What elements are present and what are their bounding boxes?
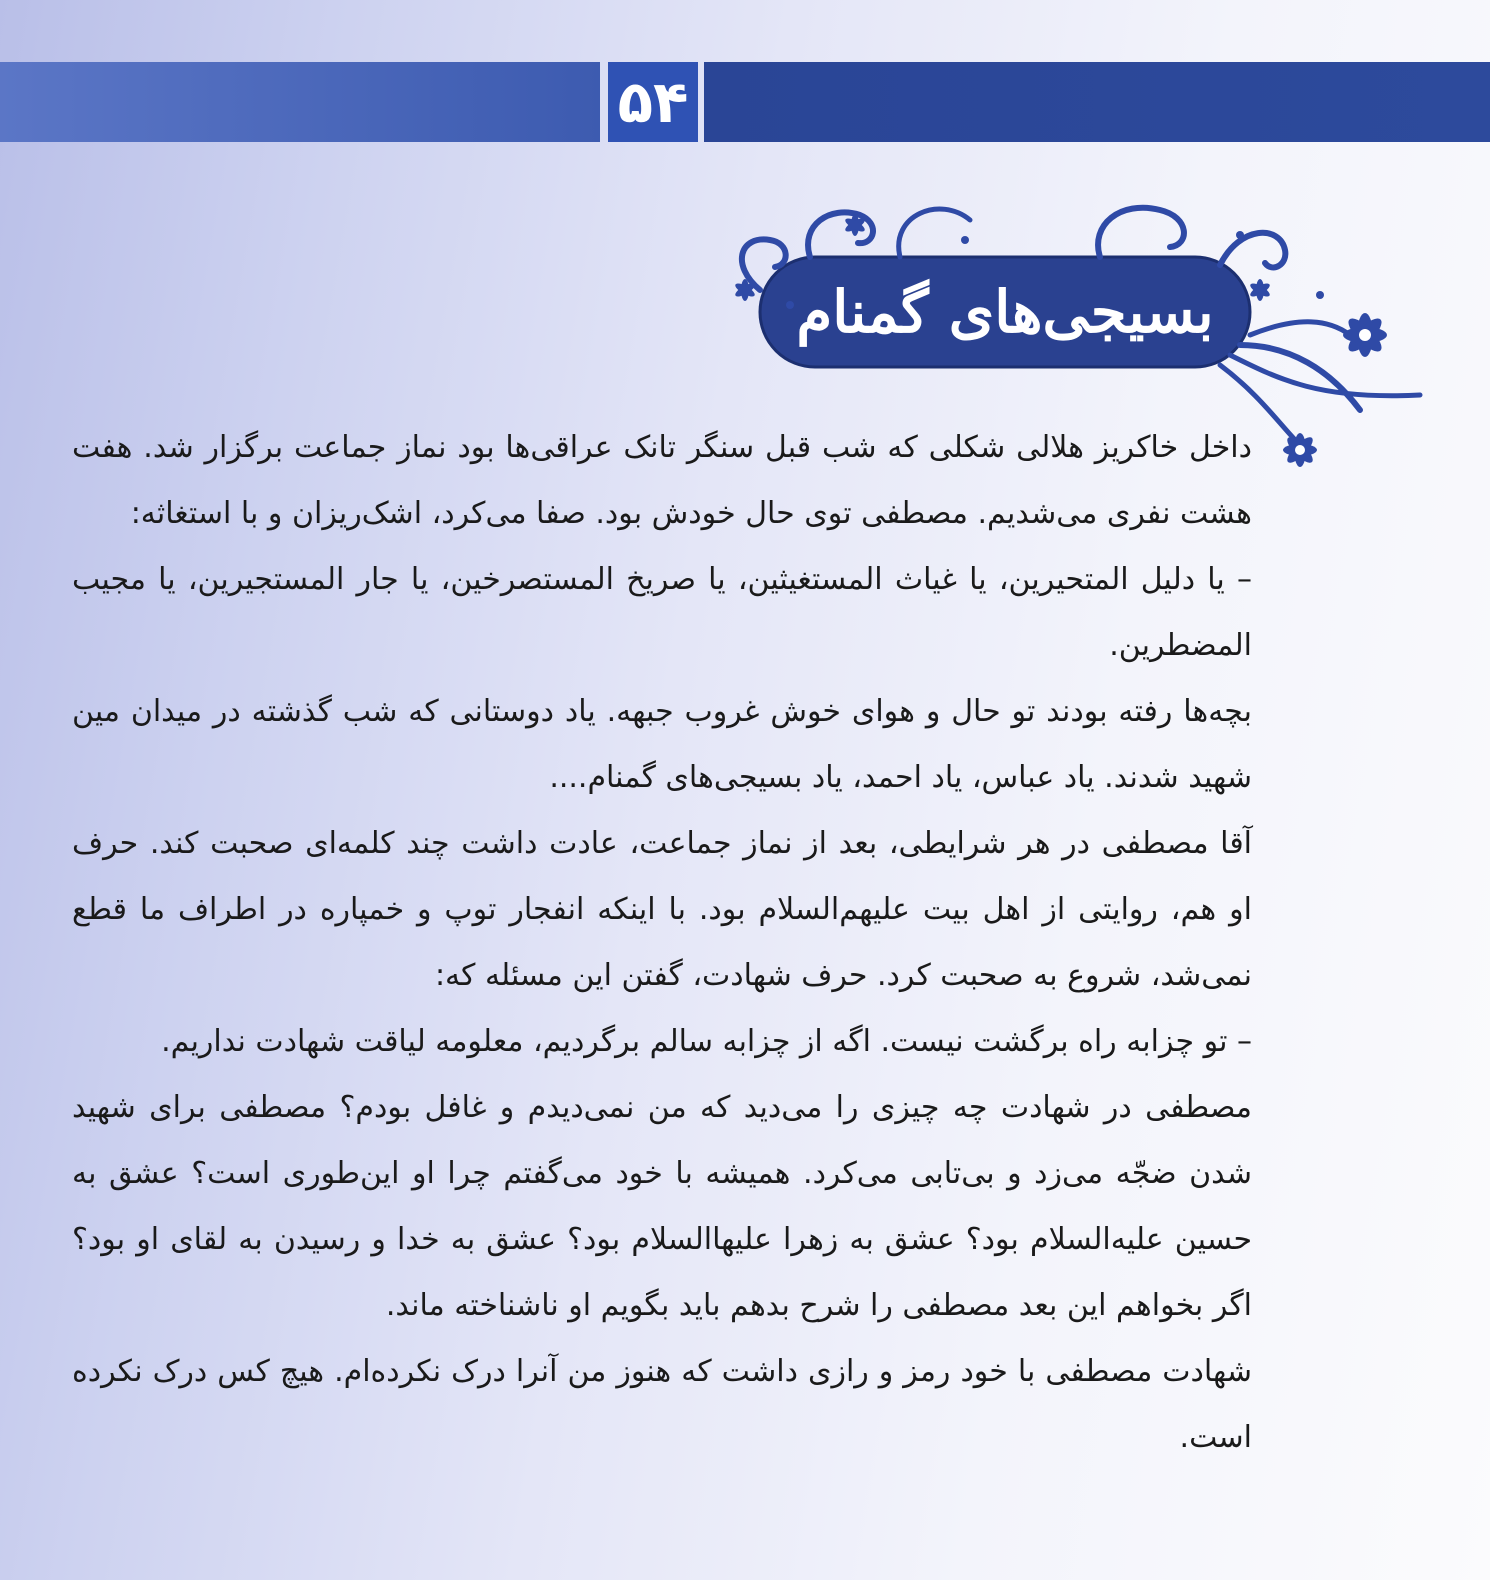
swirl-top-mid	[899, 209, 970, 257]
paragraph-7: شهادت مصطفی با خود رمز و رازی داشت که هنوز من آنرا درک نکرده‌ام. هیچ کس درک نکرده است.	[72, 1354, 1252, 1455]
dot	[961, 236, 969, 244]
paragraph-1: داخل خاکریز هلالی شکلی که شب قبل سنگر تانک عراقی‌ها بود نماز جماعت برگزار شد. هفت هشت نفری می‌شدیم. مصطفی توی حال خودش بود. صفا می‌کرد، اشک‌ریزان و با استغاثه:	[72, 430, 1252, 531]
page-number: ۵۴	[608, 62, 698, 142]
flower-right	[1343, 313, 1387, 357]
paragraph-5: – تو چزابه راه برگشت نیست. اگه از چزابه سالم برگردیم، معلومه لیاقت شهادت نداریم.	[161, 1024, 1252, 1059]
flower-top-right	[1248, 279, 1271, 301]
dot	[1316, 291, 1324, 299]
flower-lower	[1283, 433, 1317, 467]
paragraph-4: آقا مصطفی در هر شرایطی، بعد از نماز جماعت، عادت داشت چند کلمه‌ای صحبت کند. حرف او هم، روایتی از اهل بیت علیهم‌السلام بود. با اینکه انفجار توپ و خمپاره در اطراف ما قطع نمی‌شد، شروع به صحبت کرد. حرف شهادت، گفتن این مسئله که:	[72, 826, 1252, 993]
paragraph-3: بچه‌ها رفته بودند تو حال و هوای خوش غروب جبهه. یاد دوستانی که شب گذشته در میدان مین شهید شدند. یاد عباس، یاد احمد، یاد بسیجی‌های گمنام....	[72, 694, 1252, 795]
swirl-top-right	[1098, 208, 1184, 257]
paragraph-6: مصطفی در شهادت چه چیزی را می‌دید که من نمی‌دیدم و غافل بودم؟ مصطفی برای شهید شدن ضجّه می‌زد و بی‌تابی می‌کرد. همیشه با خود می‌گفتم چرا او این‌طوری است؟ عشق به حسین علیه‌السلام بود؟ عشق به زهرا علیهاالسلام بود؟ عشق به خدا و رسیدن به لقای او بود؟ اگر بخواهم این بعد مصطفی را شرح بدهم باید بگویم او ناشناخته ماند.	[72, 1090, 1252, 1323]
dot	[1236, 231, 1244, 239]
page-title: بسیجی‌های گمنام	[796, 278, 1214, 346]
header-band-right	[704, 62, 1490, 142]
branch-right-3	[1250, 322, 1350, 335]
header-band	[0, 62, 1490, 142]
body-text	[72, 415, 1252, 1471]
paragraph-2: – یا دلیل المتحیرین، یا غیاث المستغیثین، یا صریخ المستصرخین، یا جار المستجیرین، یا مجیب المضطرین.	[72, 562, 1252, 663]
header-band-left	[0, 62, 600, 142]
